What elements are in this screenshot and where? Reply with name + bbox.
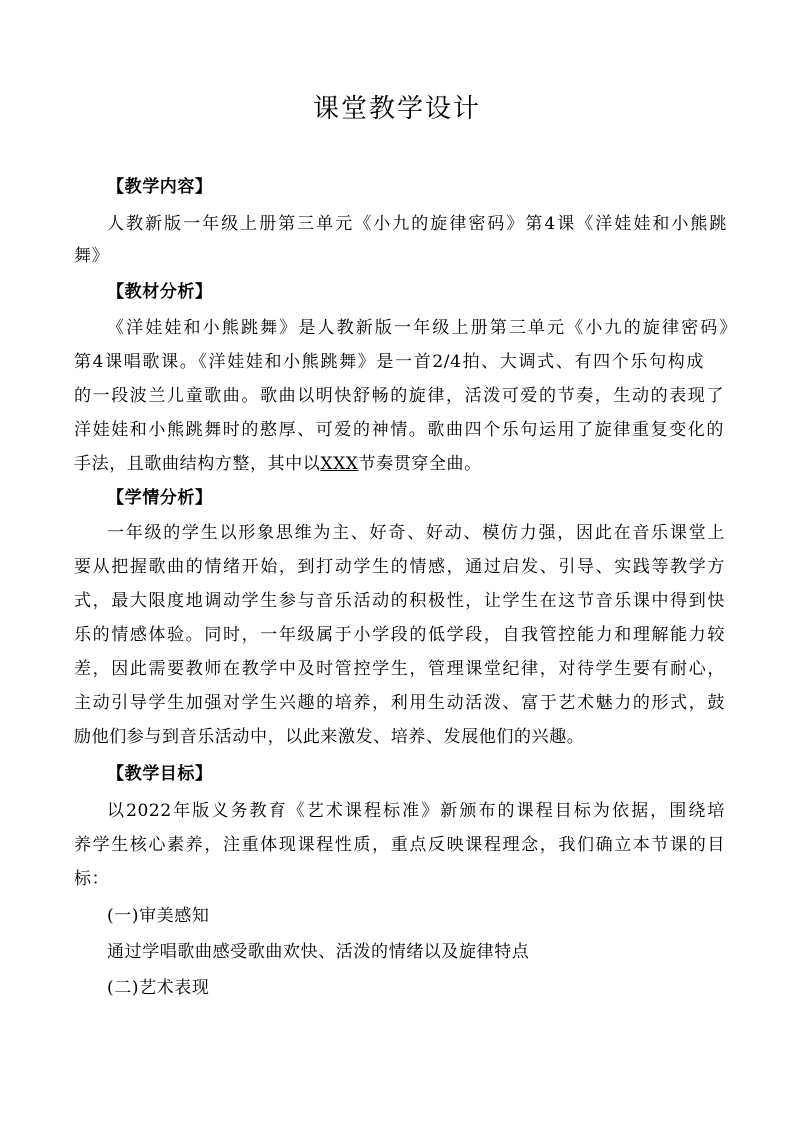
section-heading-textbook: 【教材分析】 (107, 282, 213, 302)
section-heading-students: 【学情分析】 (107, 488, 213, 508)
text-span: 节奏贯穿全曲。 (358, 454, 482, 474)
paragraph-line: 差，因此需要教师在教学中及时管控学生，管理课堂纪律，对待学生要有耐心， (74, 659, 725, 679)
paragraph-line: 第4课唱歌课。《洋娃娃和小熊跳舞》是一首2/4拍、大调式、有四个乐句构成 (74, 352, 704, 372)
paragraph-line: 标： (74, 869, 110, 889)
paragraph-line: 以2022年版义务教育《艺术课程标准》新颁布的课程目标为依据，围绕培 (107, 801, 725, 821)
paragraph-line: 励他们参与到音乐活动中，以此来激发、培养、发展他们的兴趣。 (74, 727, 585, 747)
paragraph-line: 养学生核心素养，注重体现课程性质，重点反映课程理念，我们确立本节课的目 (74, 835, 725, 855)
goal-item-label: (一)审美感知 (107, 906, 210, 926)
goal-item-text: 通过学唱歌曲感受歌曲欢快、活泼的情绪以及旋律特点 (107, 942, 530, 962)
paragraph-line (74, 452, 734, 476)
paragraph-line: 舞》 (74, 246, 110, 266)
paragraph-line: 洋娃娃和小熊跳舞时的憨厚、可爱的神情。歌曲四个乐句运用了旋律重复变化的 (74, 420, 724, 440)
section-heading-content: 【教学内容】 (107, 177, 213, 197)
paragraph-line: 主动引导学生加强对学生兴趣的培养，利用生动活泼、富于艺术魅力的形式，鼓 (74, 693, 725, 713)
paragraph-line: 一年级的学生以形象思维为主、好奇、好动、模仿力强，因此在音乐课堂上 (107, 523, 725, 543)
paragraph-line: 式，最大限度地调动学生参与音乐活动的积极性，让学生在这节音乐课中得到快 (74, 591, 725, 611)
rhythm-notation: XXX (320, 454, 359, 474)
paragraph-line: 乐的情感体验。同时，一年级属于小学段的低学段，自我管控能力和理解能力较 (74, 625, 725, 645)
paragraph-line: 的一段波兰儿童歌曲。歌曲以明快舒畅的旋律，活泼可爱的节奏，生动的表现了 (74, 386, 724, 406)
text-span: 手法，且歌曲结构方整，其中以 (74, 454, 321, 474)
paragraph-line: 要从把握歌曲的情绪开始，到打动学生的情感，通过启发、引导、实践等教学方 (74, 557, 725, 577)
page-title: 课堂教学设计 (312, 94, 481, 124)
paragraph-line: 《洋娃娃和小熊跳舞》是人教新版一年级上册第三单元《小九的旋律密码》 (107, 318, 737, 338)
section-heading-goals: 【教学目标】 (107, 764, 213, 784)
goal-item-label: (二)艺术表现 (107, 978, 210, 998)
paragraph-line: 人教新版一年级上册第三单元《小九的旋律密码》第4课《洋娃娃和小熊跳 (107, 214, 727, 234)
